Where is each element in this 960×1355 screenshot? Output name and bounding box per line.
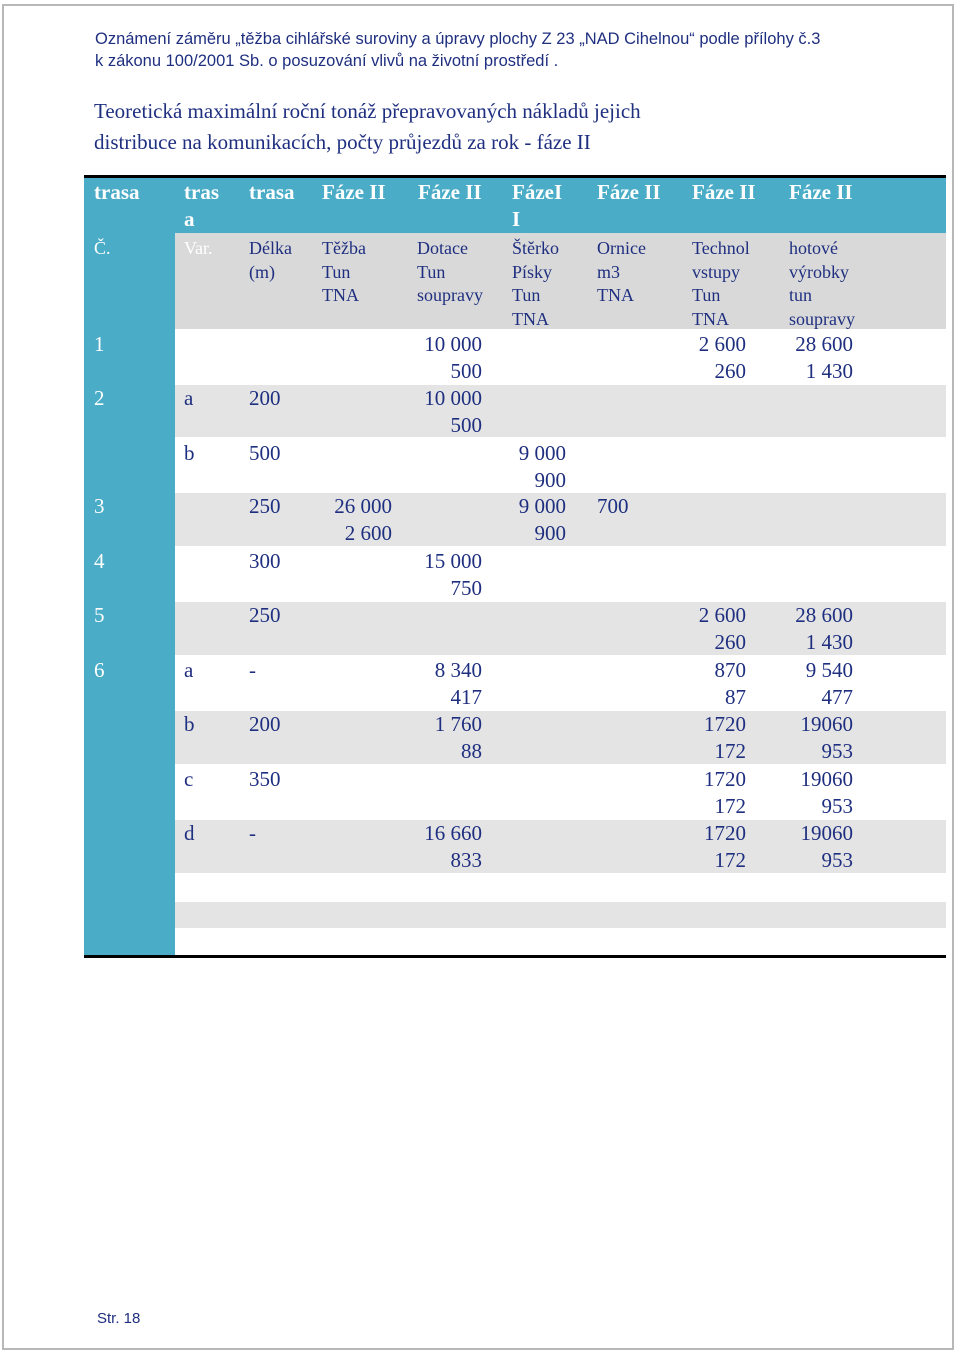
cell-var: c (184, 767, 194, 791)
subheader-cell: Technol (692, 238, 750, 258)
subheader-cell: tun (789, 285, 813, 305)
cell-delka: 500 (249, 441, 281, 465)
cell-hotove: 19060 (800, 821, 853, 845)
page-number: Str. 18 (97, 1310, 141, 1327)
table-top-rule (84, 175, 946, 178)
cell-hotove-tna: 953 (821, 794, 853, 818)
cell-sterko: 9 000 (518, 494, 566, 518)
cell-dotace-tna: 88 (461, 739, 482, 763)
cell-var: b (184, 441, 195, 465)
cell-dotace-tna: 833 (450, 848, 482, 872)
subheader-cell: Var. (184, 238, 213, 258)
cell-var: a (184, 658, 194, 682)
title-line2: distribuce na komunikacích, počty průjezdů za rok - fáze II (94, 130, 591, 154)
header-cell: Fáze II (418, 180, 482, 204)
header-cell-wrap: I (512, 207, 521, 231)
cell-technol-tna: 172 (714, 848, 746, 872)
cell-trasa: 3 (94, 494, 105, 518)
cell-trasa: 4 (94, 549, 105, 573)
subheader-cell: Těžba (322, 238, 366, 258)
cell-technol-tna: 172 (714, 794, 746, 818)
running-header-line2: k zákonu 100/2001 Sb. o posuzování vlivů na životní prostředí . (95, 52, 559, 70)
subheader-cell: Tun (417, 261, 446, 282)
cell-hotove: 28 600 (795, 603, 853, 627)
running-header (95, 28, 895, 72)
subheader-cell: Dotace (417, 238, 468, 258)
cell-trasa: 6 (94, 658, 105, 682)
running-header-line1: Oznámení záměru „těžba cihlářské suroviny a úpravy plochy Z 23 „NAD Cihelnou“ podle přílohy č.3 (95, 30, 821, 48)
cell-dotace-tna: 750 (450, 576, 482, 600)
cell-technol: 2 600 (698, 603, 746, 627)
subheader-cell: Délka (249, 238, 292, 258)
cell-hotove-tna: 477 (821, 685, 853, 709)
header-cell: tras (184, 180, 219, 204)
subheader-cell: Ornice (597, 238, 646, 258)
subheader-cell: Tun (322, 261, 351, 282)
subheader-cell: Písky (512, 261, 553, 282)
header-cell: Fáze II (692, 180, 756, 204)
cell-delka: - (249, 821, 256, 845)
subheader-cell: soupravy (417, 285, 483, 305)
header-cell-wrap: a (184, 207, 195, 231)
cell-delka: 200 (249, 386, 281, 410)
cell-var: a (184, 386, 194, 410)
subheader-cell: vstupy (692, 261, 741, 282)
cell-dotace: 15 000 (424, 549, 482, 573)
cell-technol-tna: 87 (725, 685, 746, 709)
cell-technol: 1720 (704, 767, 746, 791)
cell-var: d (184, 821, 195, 845)
table-bottom-rule (84, 955, 946, 958)
subheader-cell: TNA (322, 285, 359, 305)
subheader-cell: výrobky (789, 261, 849, 282)
cell-delka: - (249, 658, 256, 682)
cell-tezba-tna: 2 600 (344, 521, 392, 545)
cell-technol: 870 (714, 658, 746, 682)
cell-technol-tna: 260 (714, 630, 746, 654)
subheader-cell: Č. (94, 238, 111, 258)
cell-dotace-tna: 500 (450, 359, 482, 383)
cell-hotove-tna: 1 430 (805, 630, 853, 654)
cell-technol-tna: 172 (714, 739, 746, 763)
cell-technol-tna: 260 (714, 359, 746, 383)
header-cell: Fáze II (597, 180, 661, 204)
cell-dotace-tna: 417 (450, 685, 482, 709)
cell-dotace: 1 760 (434, 712, 482, 736)
cell-sterko-tna: 900 (534, 468, 566, 492)
subheader-cell: Tun (692, 285, 721, 305)
subheader-cell: soupravy (789, 308, 855, 329)
cell-tezba: 26 000 (334, 494, 392, 518)
cell-var: b (184, 712, 195, 736)
subheader-cell: TNA (597, 285, 634, 305)
cell-hotove: 28 600 (795, 332, 853, 356)
subheader-cell: Tun (512, 285, 541, 305)
cell-dotace: 8 340 (434, 658, 482, 682)
cell-delka: 300 (249, 549, 281, 573)
cell-sterko-tna: 900 (534, 521, 566, 545)
cell-technol: 2 600 (698, 332, 746, 356)
header-cell: FázeI (512, 180, 563, 204)
cell-delka: 250 (249, 603, 281, 627)
subheader-cell: TNA (512, 308, 549, 329)
cell-hotove-tna: 953 (821, 848, 853, 872)
subheader-cell: (m) (249, 261, 275, 282)
cell-trasa: 1 (94, 332, 105, 356)
cell-trasa: 2 (94, 386, 105, 410)
cell-dotace: 10 000 (424, 386, 482, 410)
row-shade (175, 902, 946, 928)
header-cell: trasa (94, 180, 140, 204)
cell-dotace: 16 660 (424, 821, 482, 845)
cell-technol: 1720 (704, 712, 746, 736)
cell-hotove: 19060 (800, 712, 853, 736)
subheader-cell: m3 (597, 261, 621, 282)
cell-dotace-tna: 500 (450, 413, 482, 437)
cell-technol: 1720 (704, 821, 746, 845)
cell-hotove: 19060 (800, 767, 853, 791)
header-cell: Fáze II (789, 180, 853, 204)
subheader-cell: Štěrko (512, 238, 559, 258)
document-title (94, 96, 914, 158)
cell-delka: 350 (249, 767, 281, 791)
title-line1: Teoretická maximální roční tonáž přepravovaných nákladů jejich (94, 99, 641, 123)
cell-trasa: 5 (94, 603, 105, 627)
subheader-cell: TNA (692, 308, 729, 329)
header-cell: trasa (249, 180, 295, 204)
cell-sterko: 9 000 (518, 441, 566, 465)
cell-ornice: 700 (597, 494, 629, 518)
subheader-cell: hotové (789, 238, 838, 258)
cell-delka: 200 (249, 712, 281, 736)
cell-delka: 250 (249, 494, 281, 518)
cell-dotace: 10 000 (424, 332, 482, 356)
cell-hotove-tna: 953 (821, 739, 853, 763)
cell-hotove: 9 540 (805, 658, 853, 682)
row-shade (175, 385, 946, 437)
cell-hotove-tna: 1 430 (805, 359, 853, 383)
header-cell: Fáze II (322, 180, 386, 204)
